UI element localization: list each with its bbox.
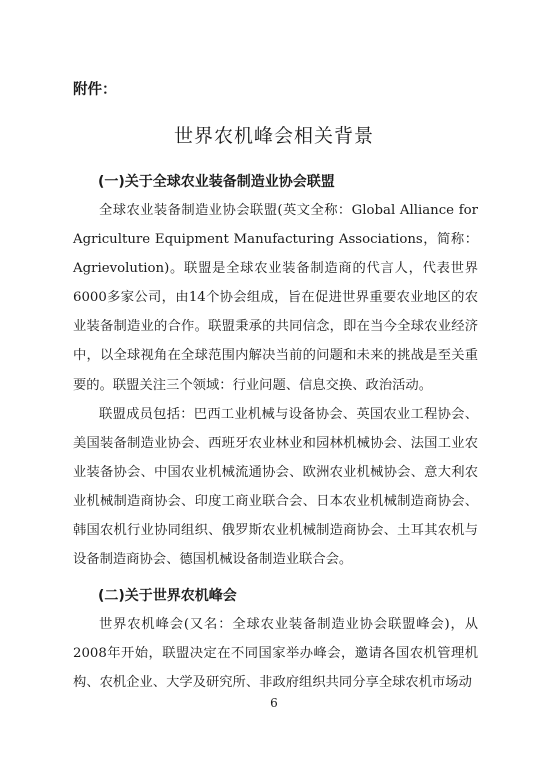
section-heading-summit: (二)关于世界农机峰会	[98, 588, 237, 604]
section-heading-alliance: (一)关于全球农业装备制造业协会联盟	[98, 174, 335, 190]
paragraph-alliance-members: 联盟成员包括：巴西工业机械与设备协会、英国农业工程协会、美国装备制造业协会、西班牙农业林业和园林机械协会、法国工业农业装备协会、中国农业机械流通协会、欧洲农业机械协会、意大利农业机械制造商协会、印度工商业联合会、日本农业机械制造商协会、韩国农机行业协同组织、俄罗斯农业机械制造商协会、土耳其农机与设备制造商协会、德国机械设备制造业联合会。	[73, 407, 478, 568]
attachment-label: 附件：	[73, 82, 117, 98]
page-number: 6	[270, 696, 278, 710]
page-title: 世界农机峰会相关背景	[173, 125, 374, 147]
paragraph-summit-intro: 世界农机峰会(又名：全球农业装备制造业协会联盟峰会)，从2008年开始，联盟决定在不同国家举办峰会，邀请各国农机管理机构、农机企业、大学及研究所、非政府组织共同分享全球农机市场动	[73, 617, 478, 691]
paragraph-alliance-intro: 全球农业装备制造业协会联盟(英文全称：Global Alliance for Agriculture Equipment Manufacturing Associations，简称：Agrievolution)。联盟是全球农业装备制造商的代言人，代表世界6000多家公司，由14个协会组成，旨在促进世界重要农业地区的农业装备制造业的合作。联盟秉承的共同信念，即在当今全球农业经济中，以全球视角在全球范围内解决当前的问题和未来的挑战是至关重要的。联盟关注三个领域：行业问题、信息交换、政治活动。	[73, 203, 478, 393]
